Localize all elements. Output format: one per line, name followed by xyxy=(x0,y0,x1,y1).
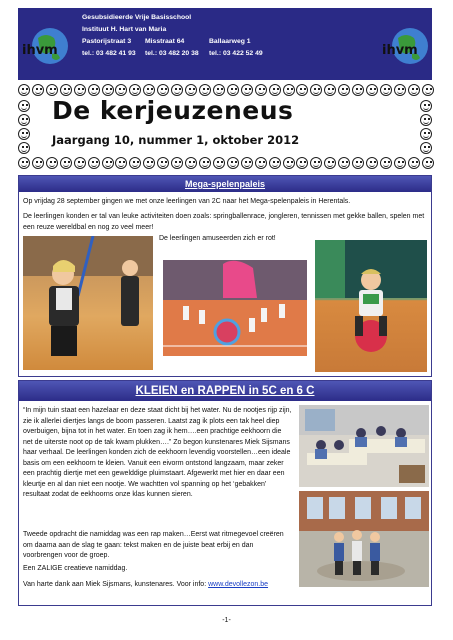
pumpkin-icon xyxy=(88,157,100,169)
pumpkin-icon xyxy=(394,157,406,169)
phone-1: tel.: 03 482 41 93 xyxy=(82,50,136,57)
logo-lettering: ihvm xyxy=(382,43,418,58)
pumpkin-border-right xyxy=(420,100,434,154)
pumpkin-icon xyxy=(420,128,432,140)
pumpkin-icon xyxy=(310,157,322,169)
pumpkin-icon xyxy=(18,142,30,154)
photo-sports-hall xyxy=(163,260,307,356)
pumpkin-icon xyxy=(227,157,239,169)
pumpkin-icon xyxy=(18,128,30,140)
article-paragraph: De leerlingen konden er tal van leuke activiteiten doen zoals: springballenrace, jongleren, tennissen met gekke ballen, spelen met een reuze wereldbal en nog zo veel meer! xyxy=(23,213,425,231)
pumpkin-icon xyxy=(213,157,225,169)
address-1: Pastorijstraat 3 xyxy=(82,38,132,45)
pumpkin-icon xyxy=(227,84,239,96)
pumpkin-icon xyxy=(143,84,155,96)
pumpkin-icon xyxy=(157,157,169,169)
pumpkin-icon xyxy=(296,157,308,169)
article-thanks xyxy=(23,580,323,591)
pumpkin-icon xyxy=(60,84,72,96)
pumpkin-icon xyxy=(420,114,432,126)
article-heading: KLEIEN en RAPPEN in 5C en 6 C xyxy=(19,381,431,401)
pumpkin-icon xyxy=(102,157,114,169)
institute-name: Instituut H. Hart van Maria xyxy=(82,26,167,33)
pumpkin-icon xyxy=(255,157,267,169)
pumpkin-icon xyxy=(18,114,30,126)
pumpkin-icon xyxy=(324,84,336,96)
pumpkin-icon xyxy=(338,84,350,96)
pumpkin-icon xyxy=(129,157,141,169)
pumpkin-icon xyxy=(129,84,141,96)
article-mega-spelenpaleis xyxy=(18,175,432,377)
pumpkin-icon xyxy=(185,157,197,169)
pumpkin-icon xyxy=(324,157,336,169)
school-logo-right xyxy=(380,18,430,74)
pumpkin-icon xyxy=(32,84,44,96)
article-paragraph: Op vrijdag 28 september gingen we met onze leerlingen van 2C naar het Mega-spelenpaleis in Herentals. xyxy=(23,198,351,205)
pumpkin-icon xyxy=(88,84,100,96)
article-kleien-en-rappen xyxy=(18,380,432,606)
pumpkin-icon xyxy=(115,157,127,169)
pumpkin-icon xyxy=(283,84,295,96)
pumpkin-icon xyxy=(380,157,392,169)
pumpkin-border-bottom xyxy=(18,157,434,171)
pumpkin-icon xyxy=(422,157,434,169)
pumpkin-icon xyxy=(213,84,225,96)
phone-3: tel.: 03 422 52 49 xyxy=(209,50,263,57)
photo-boy-on-ball xyxy=(315,240,427,372)
article-paragraph: Een ZALIGE creatieve namiddag. xyxy=(23,565,128,572)
pumpkin-icon xyxy=(143,157,155,169)
pumpkin-icon xyxy=(185,84,197,96)
page-number: -1- xyxy=(222,617,231,624)
pumpkin-icon xyxy=(60,157,72,169)
website-link[interactable]: www.devollezon.be xyxy=(208,581,269,588)
pumpkin-icon xyxy=(18,100,30,112)
pumpkin-icon xyxy=(32,157,44,169)
pumpkin-icon xyxy=(420,100,432,112)
pumpkin-icon xyxy=(18,84,30,96)
pumpkin-icon xyxy=(408,84,420,96)
pumpkin-icon xyxy=(310,84,322,96)
pumpkin-icon xyxy=(102,84,114,96)
pumpkin-icon xyxy=(199,84,211,96)
pumpkin-icon xyxy=(46,84,58,96)
phone-2: tel.: 03 482 20 38 xyxy=(145,50,199,57)
photo-caption: De leerlingen amuseerden zich er rot! xyxy=(159,235,276,242)
pumpkin-icon xyxy=(394,84,406,96)
pumpkin-border-left xyxy=(18,100,32,154)
pumpkin-icon xyxy=(46,157,58,169)
pumpkin-icon xyxy=(199,157,211,169)
pumpkin-icon xyxy=(269,157,281,169)
pumpkin-icon xyxy=(18,157,30,169)
school-name: Gesubsidieerde Vrije Basisschool xyxy=(82,14,192,21)
pumpkin-icon xyxy=(422,84,434,96)
address-2: Misstraat 64 xyxy=(145,38,185,45)
pumpkin-icon xyxy=(296,84,308,96)
pumpkin-icon xyxy=(157,84,169,96)
pumpkin-icon xyxy=(241,157,253,169)
pumpkin-icon xyxy=(366,84,378,96)
pumpkin-icon xyxy=(171,157,183,169)
pumpkin-icon xyxy=(408,157,420,169)
pumpkin-icon xyxy=(74,84,86,96)
pumpkin-icon xyxy=(366,157,378,169)
pumpkin-icon xyxy=(269,84,281,96)
logo-lettering: ihvm xyxy=(22,43,58,58)
photo-girl-jumping xyxy=(23,236,153,370)
pumpkin-icon xyxy=(420,142,432,154)
pumpkin-icon xyxy=(241,84,253,96)
newsletter-issue: Jaargang 10, nummer 1, oktober 2012 xyxy=(52,133,300,147)
school-info xyxy=(82,12,382,60)
pumpkin-icon xyxy=(283,157,295,169)
pumpkin-icon xyxy=(171,84,183,96)
address-3: Ballaarweg 1 xyxy=(209,38,251,45)
photo-schoolyard xyxy=(299,491,429,587)
pumpkin-icon xyxy=(74,157,86,169)
newsletter-title: De kerjeuzeneus xyxy=(52,96,294,125)
pumpkin-icon xyxy=(380,84,392,96)
school-logo-left xyxy=(20,18,70,74)
pumpkin-icon xyxy=(352,157,364,169)
article-paragraph: “In mijn tuin staat een hazelaar en deze staat dicht bij het water. Nu de nootjes rijp zijn, zie ik allerlei diertjes langs de boom passeren. Laatst zag ik plots een tak heel diep overbuigen, bijna tot in het water. En toen zag ik hem….een prachtige eekhoorn die net de uiterste noot op de tak kwam plukken….” Zo begon kunstenares Miek Sijsmans haar verhaal. De leerlingen konden zich de eekhoorn levendig voorstellen…een ideale basis om een eekhoorn te kleien. Vanuit een eivorm ontstond langzaam, maar zeker een prachtig diertje met een gewelddige pluimstaart. Afgewerkt met hier en daar een kleurtje en al dan niet een nootje. We wachtten vol spanning op het ‘gebakken’ resultaat zodat de eekhoorns onze klas kunnen sieren. xyxy=(23,407,292,498)
pumpkin-icon xyxy=(338,157,350,169)
photo-classroom xyxy=(299,405,429,487)
header-banner xyxy=(18,8,432,80)
article-heading: Mega-spelenpaleis xyxy=(19,176,431,192)
article-paragraph: Tweede opdracht die namiddag was een rap maken…Eerst wat ritmegevoel creëren om daarna aan de slag te gaan: tekst maken en de juiste beat erbij en dan voorbrengen voor de groep. xyxy=(23,531,284,559)
pumpkin-icon xyxy=(352,84,364,96)
pumpkin-icon xyxy=(115,84,127,96)
thanks-text: Van harte dank aan Miek Sijsmans, kunstenares. Voor info: xyxy=(23,581,209,588)
pumpkin-icon xyxy=(255,84,267,96)
